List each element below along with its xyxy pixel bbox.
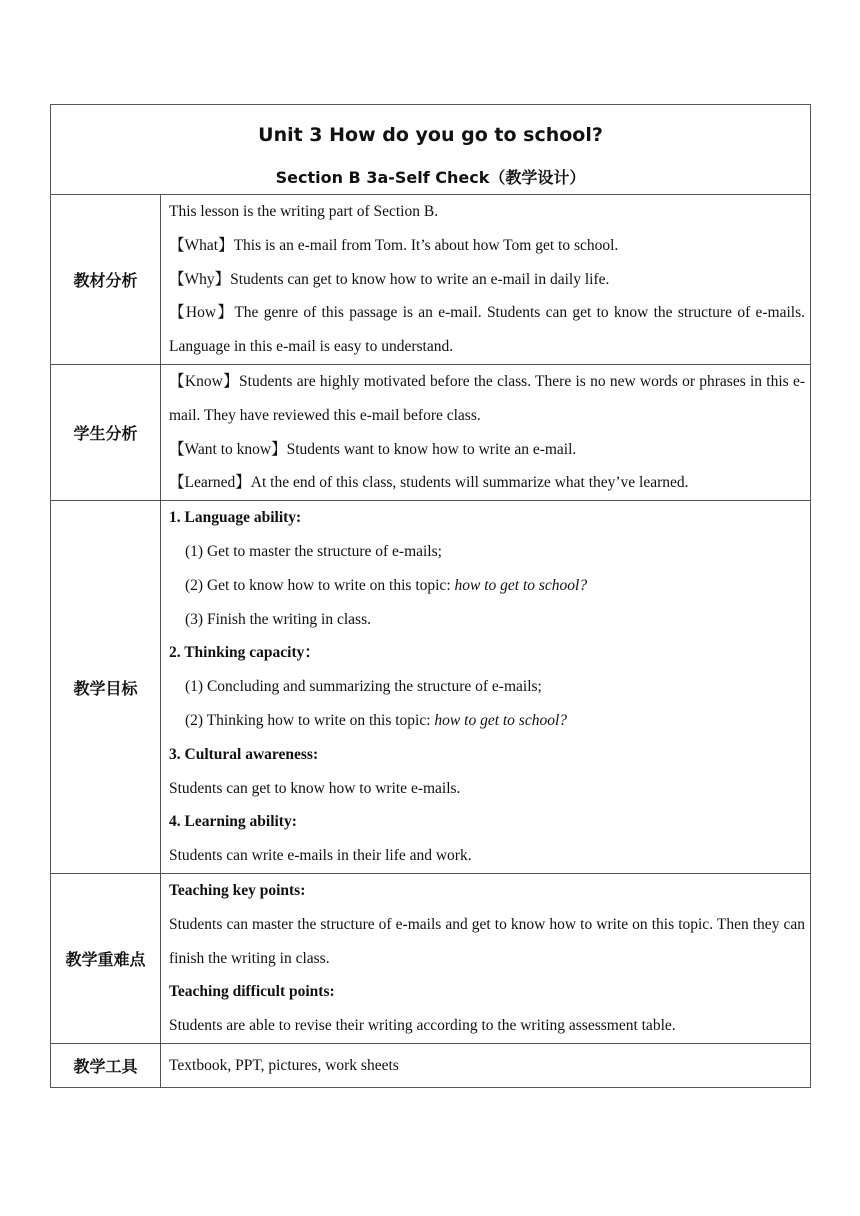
student-line-know: 【Know】Students are highly motivated before the class. There is no new words or phrases in this e-mail. They have reviewed this e-mail before class. <box>169 372 806 424</box>
objective-language-item-2-topic: how to get to school? <box>454 576 588 594</box>
material-analysis-label: 教材分析 <box>51 195 161 365</box>
objective-heading-language: 1. Language ability: <box>169 509 302 527</box>
student-analysis-row <box>51 364 811 500</box>
objectives-label: 教学目标 <box>51 501 161 874</box>
key-points-content <box>161 873 811 1043</box>
objective-thinking-item-1: (1) Concluding and summarizing the structure of e-mails; <box>185 678 542 696</box>
tools-label: 教学工具 <box>51 1043 161 1087</box>
key-points-label: 教学重难点 <box>51 873 161 1043</box>
objective-language-item-2-text: (2) Get to know how to write on this topic: <box>185 576 455 594</box>
student-line-learned: 【Learned】At the end of this class, students will summarize what they’ve learned. <box>169 474 689 492</box>
difficult-points-text: Students are able to revise their writing according to the writing assessment table. <box>169 1017 676 1035</box>
key-points-heading: Teaching key points: <box>169 881 306 899</box>
material-line-how: 【How】The genre of this passage is an e-mail. Students can get to know the structure of e-mails. Language in this e-mail is easy to understand. <box>169 304 806 356</box>
lesson-plan-table <box>50 104 811 1088</box>
title-cell <box>51 105 811 195</box>
tools-text: Textbook, PPT, pictures, work sheets <box>169 1056 399 1074</box>
material-line-1: This lesson is the writing part of Section B. <box>169 203 439 220</box>
objective-heading-thinking: 2. Thinking capacity： <box>169 644 320 662</box>
student-analysis-label: 学生分析 <box>51 364 161 500</box>
material-line-what: 【What】This is an e-mail from Tom. It’s about how Tom get to school. <box>169 236 619 254</box>
tools-content <box>161 1043 811 1087</box>
tools-row <box>51 1043 811 1087</box>
objective-language-item-2 <box>169 569 805 603</box>
key-points-text: Students can master the structure of e-mails and get to know how to write on this topic. Then they can finish the writing in class. <box>169 915 806 967</box>
objective-heading-cultural: 3. Cultural awareness: <box>169 745 319 763</box>
objective-thinking-item-2-topic: how to get to school? <box>434 711 568 729</box>
material-analysis-row <box>51 195 811 365</box>
document-page <box>50 104 810 1088</box>
title-row <box>51 105 811 195</box>
document-title: Unit 3 How do you go to school? <box>258 123 603 146</box>
document-subtitle: Section B 3a-Self Check（教学设计） <box>275 167 586 187</box>
student-analysis-content <box>161 364 811 500</box>
objective-language-item-1: (1) Get to master the structure of e-mails; <box>185 542 442 560</box>
objective-thinking-item-2-text: (2) Thinking how to write on this topic: <box>185 711 435 729</box>
objective-language-item-3: (3) Finish the writing in class. <box>185 610 371 628</box>
objectives-content <box>161 501 811 874</box>
material-line-why: 【Why】Students can get to know how to write an e-mail in daily life. <box>169 270 610 288</box>
difficult-points-heading: Teaching difficult points: <box>169 983 335 1001</box>
objective-heading-learning: 4. Learning ability: <box>169 813 297 831</box>
student-line-want-to-know: 【Want to know】Students want to know how to write an e-mail. <box>169 440 577 458</box>
key-points-row <box>51 873 811 1043</box>
objective-cultural-text: Students can get to know how to write e-mails. <box>169 779 461 797</box>
objective-learning-text: Students can write e-mails in their life and work. <box>169 847 472 865</box>
objective-thinking-item-2 <box>169 704 805 738</box>
material-analysis-content <box>161 195 811 365</box>
objectives-row <box>51 501 811 874</box>
